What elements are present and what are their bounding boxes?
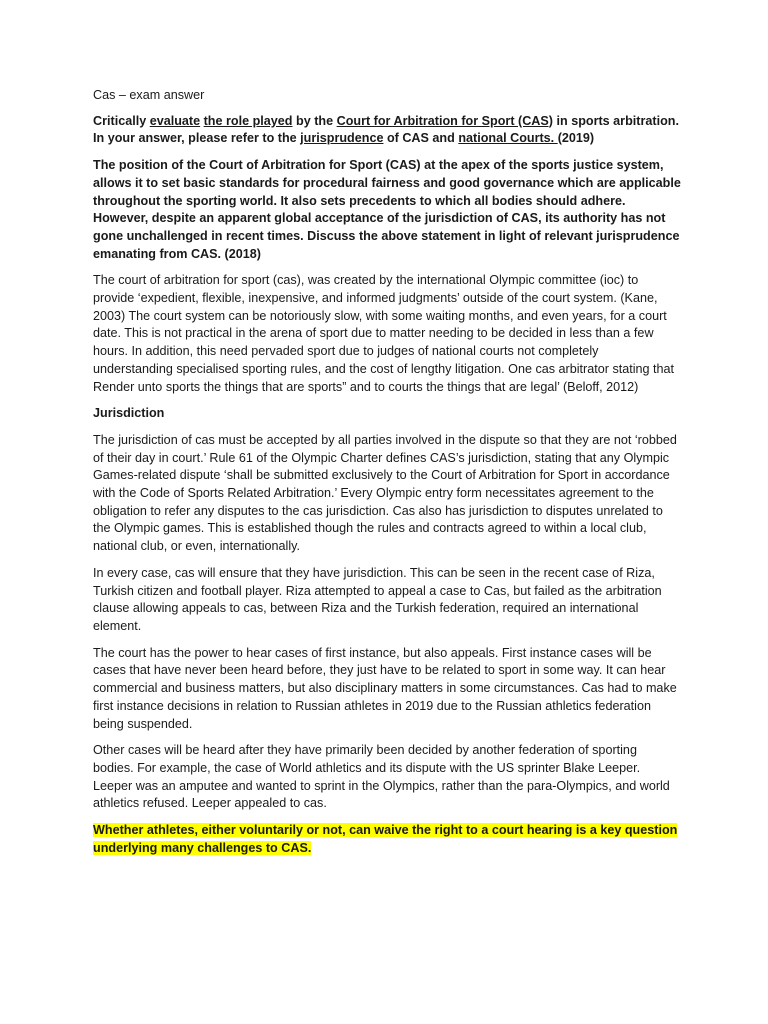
q2019-text-4: in sports arbitration. In your answer, please refer to the [93,113,679,146]
highlighted-sentence: Whether athletes, either voluntarily or not, can waive the right to a court hearing is a key question underlying many challenges to CAS. [93,823,678,855]
jurisdiction-paragraph: The jurisdiction of cas must be accepted by all parties involved in the dispute so that they are not ‘robbed of their day in court.’ Rule 61 of the Olympic Charter defines CAS’s jurisdiction, stating that any Olympic Games-related dispute ‘shall be submitted exclusively to the Court of Arbitration for Sport in accordance with the Code of Sports Related Arbitration.’ Every Olympic entry form necessitates agreement to the obligation to refer any disputes to the cas jurisdiction. Cas also has jurisdiction to disputes unrelated to the Olympic games. This is established though the rules and contracts agreed to within a local club, national club, or even, internationally. [93,432,677,554]
q2019-underline-jurisprudence: jurisprudence [300,131,384,146]
q2019-text-3: by the [292,113,337,128]
q2019-underline-cas: Court for Arbitration for Sport (CAS) [336,113,553,128]
question-2019 [93,113,681,148]
q2019-text-5: of CAS and [383,131,459,146]
q2019-text-1: Critically [93,113,150,128]
document-page [93,87,681,866]
document-title: Cas – exam answer [93,88,205,102]
q2019-year: (2019) [557,131,595,146]
q2019-underline-role: the role played [203,113,293,128]
first-instance-paragraph: The court has the power to hear cases of first instance, but also appeals. First instance cases will be cases that have never been heard before, they just have to be related to sport in some way. It can hear commercial and business matters, but also disciplinary matters in some circumstances. Cas had to make first instance decisions in relation to Russian athletes in 2019 due to the Russian athletics federation being suspended. [93,645,677,731]
intro-paragraph: The court of arbitration for sport (cas), was created by the international Olympic committee (ioc) to provide ‘expedient, flexible, inexpensive, and informed judgments’ outside of the court system. (Kane, 2003) The court system can be notoriously slow, with some waiting months, and even years, for a court date. This is not practical in the arena of sport due to matter needing to be decided in less than a few hours. In addition, this need pervaded sport due to judges of national courts not completely understanding specialised sporting rules, and the cost of lengthy litigation. One cas arbitrator stating that Render unto sports the things that are sports” and to courts the things that are legal’ (Beloff, 2012) [93,273,675,394]
riza-paragraph: In every case, cas will ensure that they have jurisdiction. This can be seen in the recent case of Riza, Turkish citizen and football player. Riza attempted to appeal a case to Cas, but failed as the arbitration clause allowing appeals to cas, between Riza and the Turkish federation, required an international element. [93,565,662,633]
q2019-underline-national-courts: national Courts. [458,131,558,146]
leeper-paragraph: Other cases will be heard after they have primarily been decided by another federation of sporting bodies. For example, the case of World athletics and its dispute with the US sprinter Blake Leeper. Leeper was an amputee and wanted to sprint in the Olympics, rather than the para-Olympics, and world athletics refused. Leeper appealed to cas. [93,743,670,811]
section-heading-jurisdiction: Jurisdiction [93,406,165,421]
highlighted-paragraph [93,822,681,857]
q2019-underline-evaluate: evaluate [149,113,201,128]
question-2018: The position of the Court of Arbitration for Sport (CAS) at the apex of the sports justice system, allows it to set basic standards for procedural fairness and good governance which are applicable throughout the sporting world. It also sets precedents to which all bodies should adhere. However, despite an apparent global acceptance of the jurisdiction of CAS, its authority has not gone unchallenged in recent times. Discuss the above statement in light of relevant jurisprudence emanating from CAS. (2018) [93,158,681,261]
